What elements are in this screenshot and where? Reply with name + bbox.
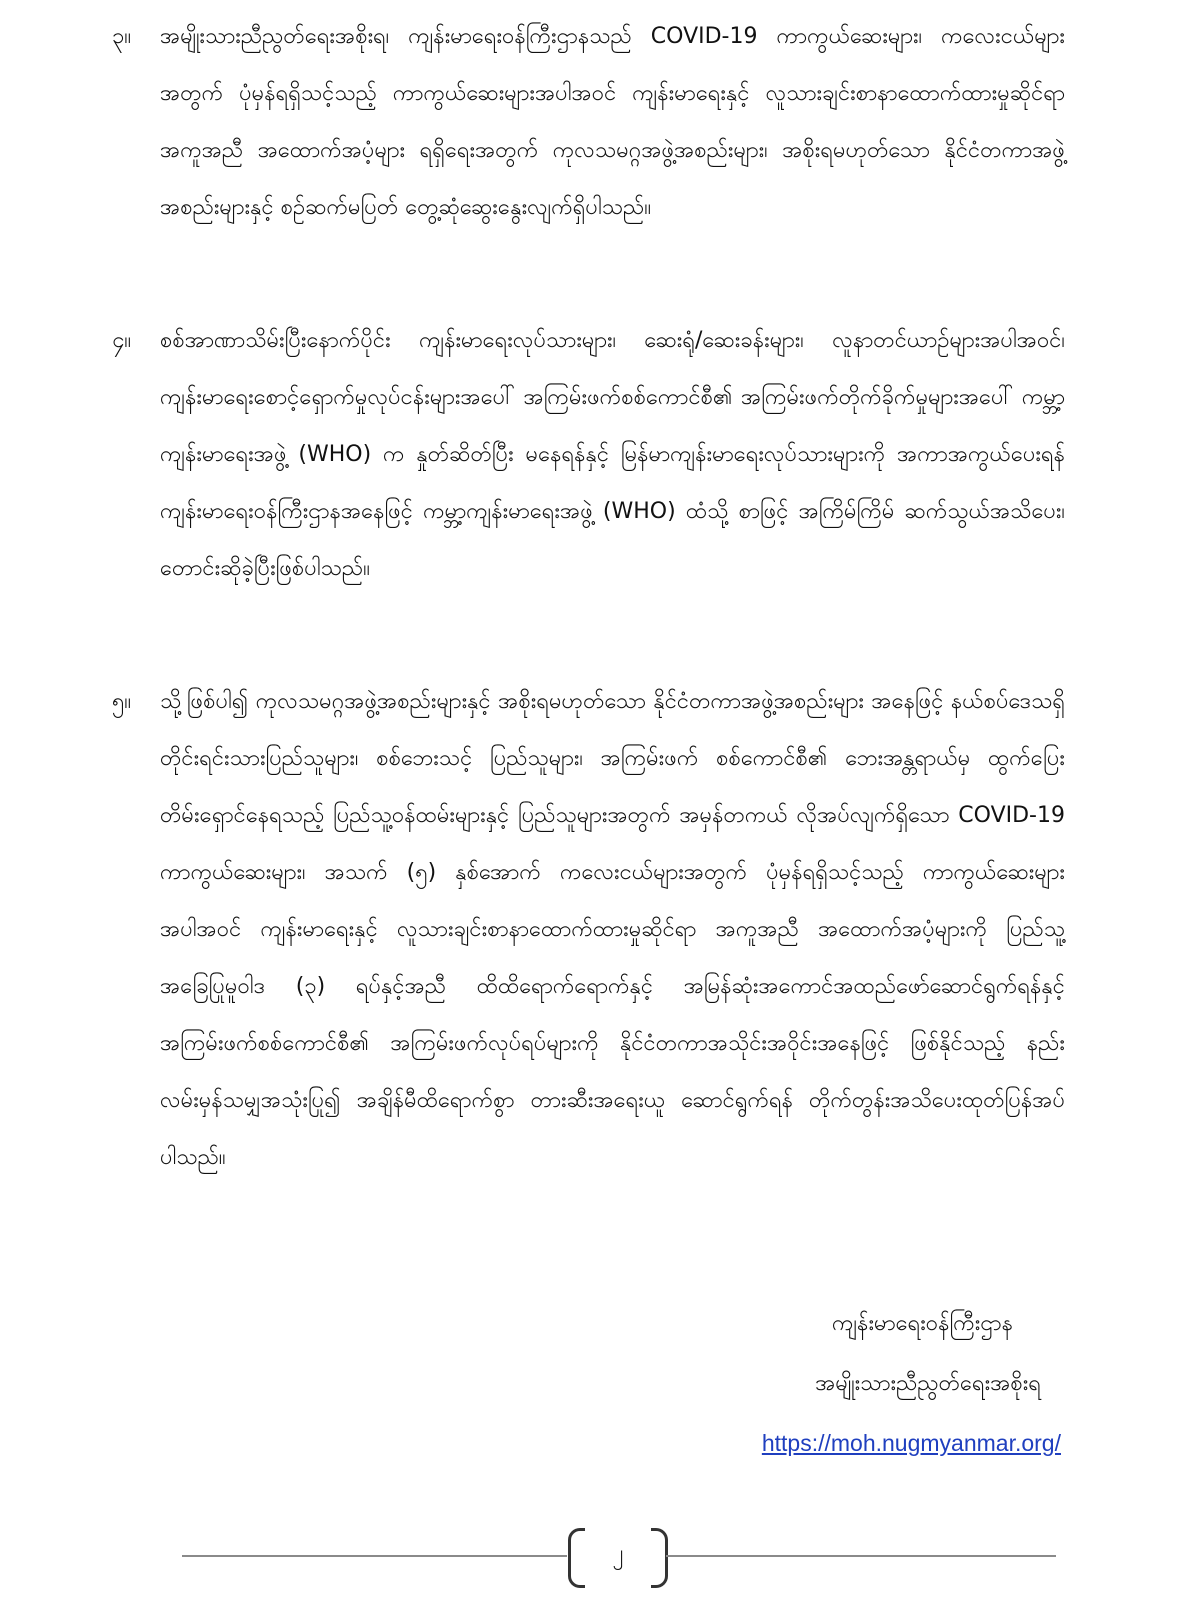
page-number-bracket-right <box>651 1528 668 1588</box>
signature-ministry: ကျန်းမာရေးဝန်ကြီးဌာန <box>832 1311 1013 1336</box>
footer-divider-right <box>666 1555 1056 1557</box>
paragraph-number: ၅။ <box>112 689 132 714</box>
footer-divider-left <box>182 1555 567 1557</box>
paragraph-text: သို့ဖြစ်ပါ၍ ကုလသမဂ္ဂအဖွဲ့အစည်းများနှင့် အစိုးရမဟုတ်သော နိုင်ငံတကာအဖွဲ့အစည်းများ အနေဖြင့် နယ်စပ်ဒေသရှိ တိုင်းရင်းသားပြည်သူများ၊ စစ်ဘေးသင့် ပြည်သူများ၊ အကြမ်းဖက် စစ်ကောင်စီ၏ ဘေးအန္တရာယ်မှ ထွက်ပြေးတိမ်းရှောင်နေရသည့် ပြည်သူ့ဝန်ထမ်းများနှင့် ပြည်သူများအတွက် အမှန်တကယ် လိုအပ်လျက်ရှိသော COVID-19 ကာကွယ်ဆေးများ၊ အသက် (၅) နှစ်အောက် ကလေးငယ်များအတွက် ပုံမှန်ရရှိသင့်သည့် ကာကွယ်ဆေးများ အပါအဝင် ကျန်းမာရေးနှင့် လူသားချင်းစာနာထောက်ထားမှုဆိုင်ရာ အကူအညီ အထောက်အပံ့များကို ပြည်သူ့အခြေပြုမူဝါဒ (၃) ရပ်နှင့်အညီ ထိထိရောက်ရောက်နှင့် အမြန်ဆုံးအကောင်အထည်ဖော်ဆောင်ရွက်ရန်နှင့် အကြမ်းဖက်စစ်ကောင်စီ၏ အကြမ်းဖက်လုပ်ရပ်များကို နိုင်ငံတကာအသိုင်းအဝိုင်းအနေဖြင့် ဖြစ်နိုင်သည့် နည်းလမ်းမှန်သမျှအသုံးပြု၍ အချိန်မီထိရောက်စွာ တားဆီးအရေးယူ ဆောင်ရွက်ရန် တိုက်တွန်းအသိပေးထုတ်ပြန်အပ်ပါသည်။ <box>160 689 1065 1170</box>
page-number-bracket-left <box>568 1528 585 1588</box>
paragraph-text: စစ်အာဏာသိမ်းပြီးနောက်ပိုင်း ကျန်းမာရေးလုပ်သားများ၊ ဆေးရုံ/ဆေးခန်းများ၊ လူနာတင်ယာဉ်များအပါအဝင်၊ ကျန်းမာရေးစောင့်ရှောက်မှုလုပ်ငန်းများအပေါ် အကြမ်းဖက်စစ်ကောင်စီ၏ အကြမ်းဖက်တိုက်ခိုက်မှုများအပေါ် ကမ္ဘာ့ကျန်းမာရေးအဖွဲ့ (WHO) က နှုတ်ဆိတ်ပြီး မနေရန်နှင့် မြန်မာကျန်းမာရေးလုပ်သားများကို အကာအကွယ်ပေးရန် ကျန်းမာရေးဝန်ကြီးဌာနအနေဖြင့် ကမ္ဘာ့ကျန်းမာရေးအဖွဲ့ (WHO) ထံသို့ စာဖြင့် အကြိမ်ကြိမ် ဆက်သွယ်အသိပေး၊ တောင်းဆိုခဲ့ပြီးဖြစ်ပါသည်။ <box>160 328 1065 581</box>
website-link[interactable]: https://moh.nugmyanmar.org/ <box>761 1430 1061 1456</box>
paragraph-number: ၄။ <box>112 328 132 353</box>
paragraph-text: အမျိုးသားညီညွတ်ရေးအစိုးရ၊ ကျန်းမာရေးဝန်ကြီးဌာနသည် COVID-19 ကာကွယ်ဆေးများ၊ ကလေးငယ်များအတွက် ပုံမှန်ရရှိသင့်သည့် ကာကွယ်ဆေးများအပါအဝင် ကျန်းမာရေးနှင့် လူသားချင်းစာနာထောက်ထားမှုဆိုင်ရာ အကူအညီ အထောက်အပံ့များ ရရှိရေးအတွက် ကုလသမဂ္ဂအဖွဲ့အစည်းများ၊ အစိုးရမဟုတ်သော နိုင်ငံတကာအဖွဲ့အစည်းများနှင့် စဉ်ဆက်မပြတ် တွေ့ဆုံဆွေးနွေးလျက်ရှိပါသည်။ <box>160 24 1065 220</box>
paragraph-3 <box>112 8 1065 236</box>
paragraph-4 <box>112 312 1065 597</box>
page-number: ၂ <box>612 1541 624 1566</box>
paragraph-number: ၃။ <box>112 24 132 49</box>
signature-government: အမျိုးသားညီညွတ်ရေးအစိုးရ <box>815 1371 1041 1396</box>
paragraph-5 <box>112 673 1065 1186</box>
